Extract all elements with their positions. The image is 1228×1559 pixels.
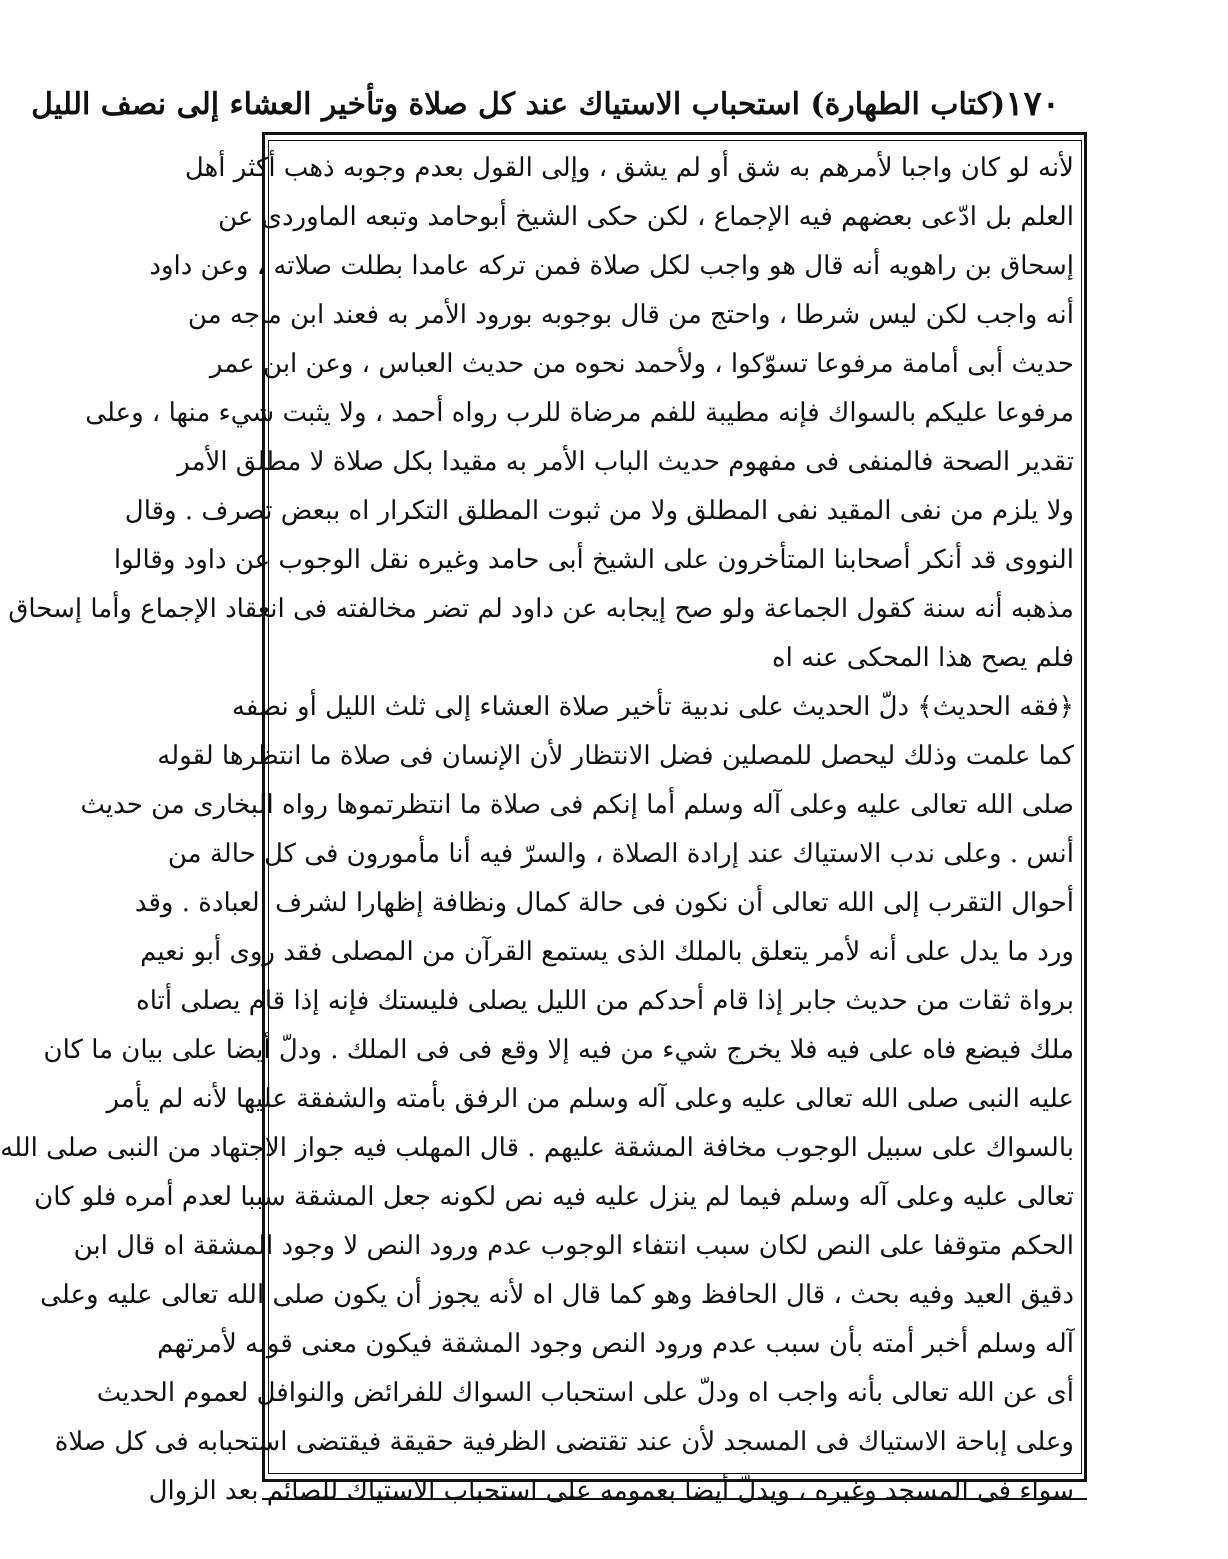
text-line: تعالى عليه وعلى آله وسلم فيما لم ينزل عليه فيه نص لكونه جعل المشقة سببا لعدم أمره فلو كان	[34, 1182, 1074, 1212]
text-line: عليه النبى صلى الله تعالى عليه وعلى آله وسلم من الرفق بأمته والشفقة عليها لأنه لم يأمر	[106, 1084, 1074, 1114]
text-line: النووى قد أنكر أصحابنا المتأخرون على الشيخ أبى حامد وغيره نقل الوجوب عن داود وقالوا	[113, 545, 1074, 575]
text-line: برواة ثقات من حديث جابر إذا قام أحدكم من الليل يصلى فليستك فإنه إذا قام يصلى أتاه	[136, 986, 1074, 1016]
text-line: ورد ما يدل على أنه لأمر يتعلق بالملك الذى يستمع القرآن من المصلى فقد روى أبو نعيم	[140, 937, 1074, 967]
text-line: أنس . وعلى ندب الاستياك عند إرادة الصلاة ، والسرّ فيه أنا مأمورون فى كل حالة من	[167, 839, 1074, 869]
bottom-rule	[262, 1498, 1087, 1500]
text-line: دقيق العيد وفيه بحث ، قال الحافظ وهو كما قال اه لأنه يجوز أن يكون صلى الله تعالى عليه وعلى	[40, 1280, 1074, 1310]
running-head: (كتاب الطهارة) استحباب الاستياك عند كل صلاة وتأخير العشاء إلى نصف الليل	[31, 86, 1006, 122]
text-line: أنه واجب لكن ليس شرطا ، واحتج من قال بوجوبه بورود الأمر به فعند ابن ماجه من	[187, 300, 1074, 330]
text-line: لأنه لو كان واجبا لأمرهم به شق أو لم يشق ، وإلى القول بعدم وجوبه ذهب أكثر أهل	[184, 153, 1074, 183]
text-line: حديث أبى أمامة مرفوعا تسوّكوا ، ولأحمد نحوه من حديث العباس ، وعن ابن عمر	[209, 349, 1074, 379]
text-line: مذهبه أنه سنة كقول الجماعة ولو صح إيجابه عن داود لم تضر مخالفته فى انعقاد الإجماع وأما إسحاق	[8, 594, 1074, 624]
text-line: كما علمت وذلك ليحصل للمصلين فضل الانتظار لأن الإنسان فى صلاة ما انتظرها لقوله	[157, 741, 1074, 771]
page-number: ١٧٠	[1005, 84, 1060, 124]
text-line: أى عن الله تعالى بأنه واجب اه ودلّ على استحباب السواك للفرائض والنوافل لعموم الحديث	[96, 1378, 1074, 1408]
text-line-paragraph-end: فلم يصح هذا المحكى عنه اه	[772, 643, 1074, 673]
text-line: سواء فى المسجد وغيره ، ويدلّ أيضا بعمومه على استحباب الاستياك للصائم بعد الزوال	[148, 1476, 1074, 1506]
section-heading-line: ﴿فقه الحديث﴾ دلّ الحديث على ندبية تأخير صلاة العشاء إلى ثلث الليل أو نصفه	[231, 692, 1074, 722]
text-line: ملك فيضع فاه على فيه فلا يخرج شيء من فيه إلا وقع فى فى الملك . ودلّ أيضا على بيان ما كان	[43, 1035, 1074, 1065]
text-line: وعلى إباحة الاستياك فى المسجد لأن عند تقتضى الظرفية حقيقة فيقتضى استحبابه فى كل صلاة	[54, 1427, 1074, 1457]
text-line: آله وسلم أخبر أمته بأن سبب عدم ورود النص وجود المشقة فيكون معنى قوله لأمرتهم	[157, 1329, 1074, 1359]
body-text	[0, 144, 1074, 1516]
text-line: ولا يلزم من نفى المقيد نفى المطلق ولا من ثبوت المطلق التكرار اه ببعض تصرف . وقال	[124, 496, 1074, 526]
text-line: تقدير الصحة فالمنفى فى مفهوم حديث الباب الأمر به مقيدا بكل صلاة لا مطلق الأمر	[177, 447, 1074, 477]
text-line: مرفوعا عليكم بالسواك فإنه مطيبة للفم مرضاة للرب رواه أحمد ، ولا يثبت شيء منها ، وعلى	[85, 398, 1074, 428]
text-line: بالسواك على سبيل الوجوب مخافة المشقة عليهم . قال المهلب فيه جواز الاجتهاد من النبى صلى الله	[0, 1133, 1074, 1163]
text-line: إسحاق بن راهويه أنه قال هو واجب لكل صلاة فمن تركه عامدا بطلت صلاته ، وعن داود	[149, 251, 1074, 281]
text-line: العلم بل ادّعى بعضهم فيه الإجماع ، لكن حكى الشيخ أبوحامد وتبعه الماوردى عن	[218, 202, 1074, 232]
text-line: الحكم متوقفا على النص لكان سبب انتفاء الوجوب عدم ورود النص لا وجود المشقة اه قال ابن	[73, 1231, 1074, 1261]
text-line: صلى الله تعالى عليه وعلى آله وسلم أما إنكم فى صلاة ما انتظرتموها رواه البخارى من حديث	[80, 790, 1074, 820]
page-header	[31, 74, 1078, 134]
text-line: أحوال التقرب إلى الله تعالى أن نكون فى حالة كمال ونظافة إظهارا لشرف العبادة . وقد	[134, 888, 1074, 918]
